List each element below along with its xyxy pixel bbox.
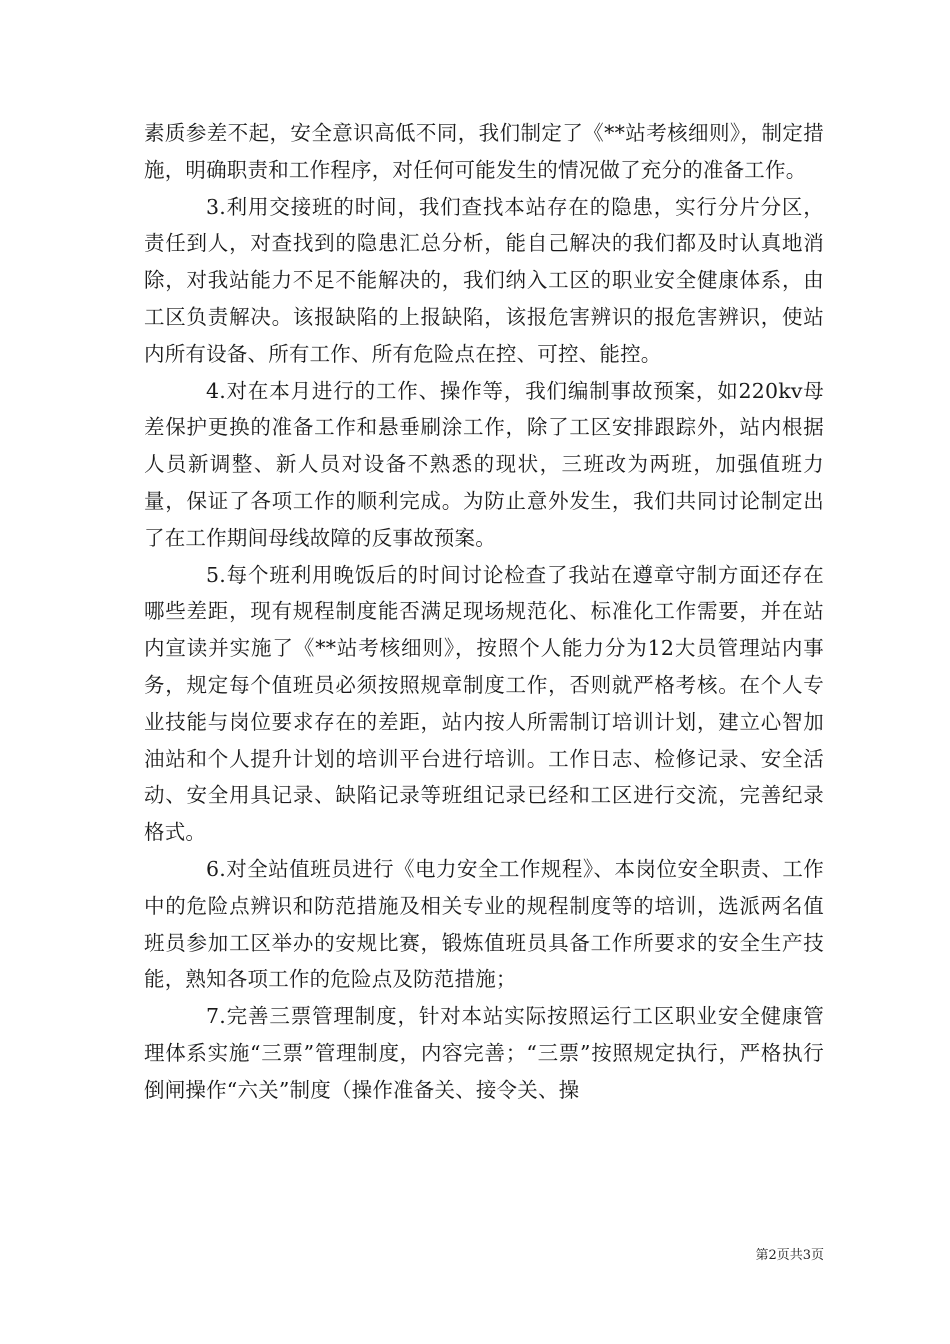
paragraph-item-4: 4.对在本月进行的工作、操作等，我们编制事故预案，如220kv母差保护更换的准备工作和悬垂刷涂工作，除了工区安排跟踪外，站内根据人员新调整、新人员对设备不熟悉的现状，三班改为两班，加强值班力量，保证了各项工作的顺利完成。为防止意外发生，我们共同讨论制定出了在工作期间母线故障的反事故预案。	[144, 378, 824, 550]
paragraph-item-5: 5.每个班利用晚饭后的时间讨论检查了我站在遵章守制方面还存在哪些差距，现有规程制度能否满足现场规范化、标准化工作需要，并在站内宣读并实施了《**站考核细则》，按照个人能力分为12大员管理站内事务，规定每个值班员必须按照规章制度工作，否则就严格考核。在个人专业技能与岗位要求存在的差距，站内按人所需制订培训计划，建立心智加油站和个人提升计划的培训平台进行培训。工作日志、检修记录、安全活动、安全用具记录、缺陷记录等班组记录已经和工区进行交流，完善纪录格式。	[144, 562, 824, 845]
paragraph-item-3: 3.利用交接班的时间，我们查找本站存在的隐患，实行分片分区，责任到人，对查找到的隐患汇总分析，能自己解决的我们都及时认真地消除，对我站能力不足不能解决的，我们纳入工区的职业安全健康体系，由工区负责解决。该报缺陷的上报缺陷，该报危害辨识的报危害辨识，使站内所有设备、所有工作、所有危险点在控、可控、能控。	[144, 194, 824, 366]
paragraph-continuation: 素质参差不起，安全意识高低不同，我们制定了《**站考核细则》，制定措施，明确职责和工作程序，对任何可能发生的情况做了充分的准备工作。	[144, 121, 824, 182]
paragraph-item-7: 7.完善三票管理制度，针对本站实际按照运行工区职业安全健康管理体系实施“三票”管理制度，内容完善；“三票”按照规定执行，严格执行倒闸操作“六关”制度（操作准备关、接令关、操	[144, 1004, 824, 1102]
paragraph-item-6: 6.对全站值班员进行《电力安全工作规程》、本岗位安全职责、工作中的危险点辨识和防范措施及相关专业的规程制度等的培训，选派两名值班员参加工区举办的安规比赛，锻炼值班员具备工作所要求的安全生产技能，熟知各项工作的危险点及防范措施；	[144, 856, 824, 992]
document-body	[144, 115, 824, 1109]
page-number-footer: 第2页共3页	[755, 1248, 824, 1263]
